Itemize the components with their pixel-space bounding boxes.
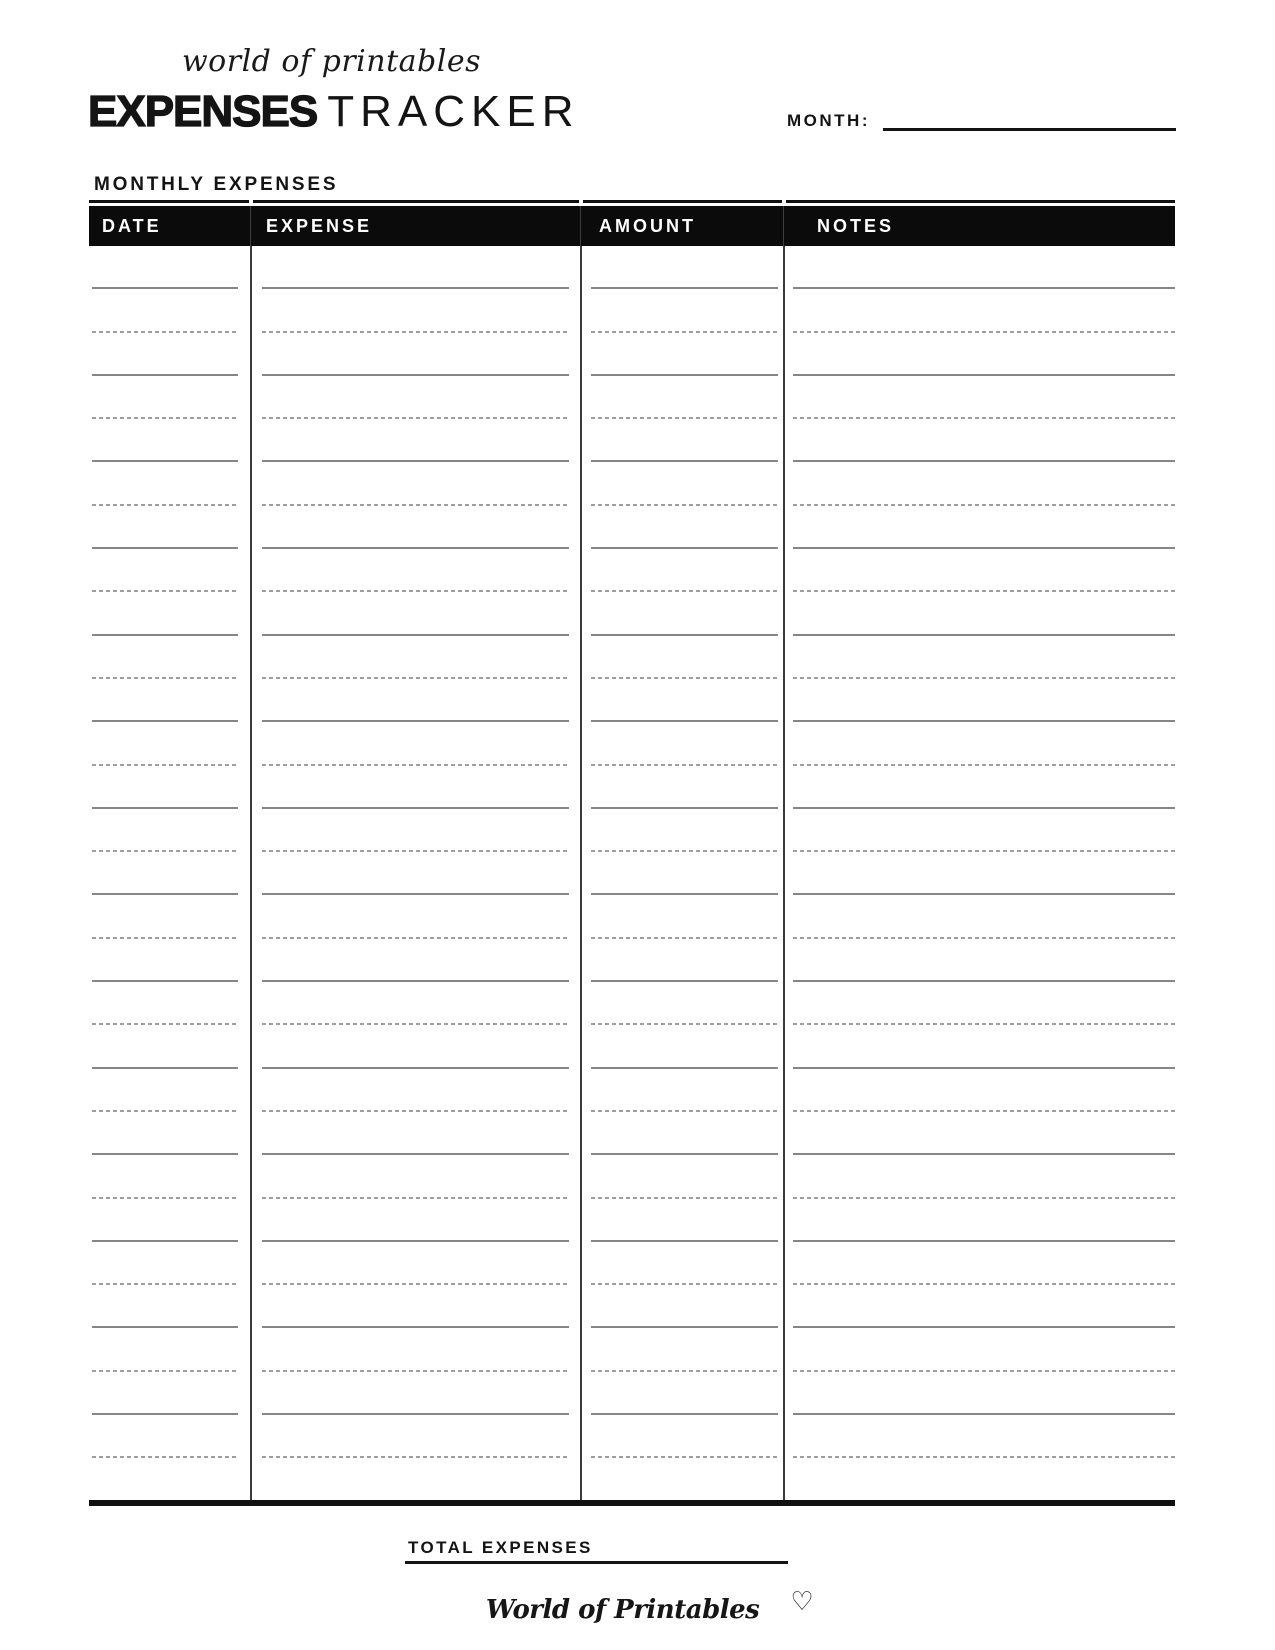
- total-expenses-blank-line: [405, 1561, 788, 1564]
- entry-cell: [89, 1242, 251, 1285]
- page-title: [88, 87, 580, 136]
- entry-line-row: [89, 376, 1175, 419]
- entry-cell: [89, 333, 251, 376]
- entry-line-row: [89, 246, 1175, 289]
- entry-cell: [251, 766, 581, 809]
- entry-line-row: [89, 1199, 1175, 1242]
- entry-cell: [251, 636, 581, 679]
- entry-cell: [251, 333, 581, 376]
- brand-script-text: world of printables: [182, 44, 481, 79]
- entry-cell: [784, 333, 1175, 376]
- entry-cell: [89, 852, 251, 895]
- entry-cell: [89, 982, 251, 1025]
- entry-cell: [784, 1155, 1175, 1198]
- entry-cell: [784, 1025, 1175, 1068]
- entry-cell: [251, 1242, 581, 1285]
- entry-cell: [89, 809, 251, 852]
- entry-line-row: [89, 679, 1175, 722]
- entry-cell: [784, 1415, 1175, 1458]
- entry-cell: [251, 1155, 581, 1198]
- entry-cell: [251, 592, 581, 635]
- top-border-segment: [786, 200, 1175, 203]
- entry-cell: [251, 1199, 581, 1242]
- entry-cell: [581, 1328, 784, 1371]
- entry-cell: [784, 1112, 1175, 1155]
- column-header-expense: EXPENSE: [266, 216, 373, 236]
- total-expenses-label: TOTAL EXPENSES: [408, 1538, 593, 1557]
- entry-cell: [89, 1199, 251, 1242]
- entry-cell: [784, 1285, 1175, 1328]
- entry-cell: [784, 809, 1175, 852]
- entry-cell: [251, 679, 581, 722]
- entry-cell: [581, 895, 784, 938]
- entry-cell: [581, 506, 784, 549]
- entry-cell: [784, 1372, 1175, 1415]
- header-column-separator: [580, 206, 581, 246]
- entry-cell: [784, 506, 1175, 549]
- entry-line-row: [89, 1285, 1175, 1328]
- entry-cell: [251, 982, 581, 1025]
- month-blank-line: [883, 128, 1176, 131]
- table-header-row: [89, 206, 1175, 246]
- entry-cell: [784, 722, 1175, 765]
- entry-cell: [581, 939, 784, 982]
- entry-line-row: [89, 1242, 1175, 1285]
- title-word-tracker: TRACKER: [327, 87, 580, 136]
- entry-cell: [89, 1415, 251, 1458]
- entry-cell: [784, 766, 1175, 809]
- entry-cell: [581, 809, 784, 852]
- entry-cell: [581, 722, 784, 765]
- entry-cell: [784, 636, 1175, 679]
- entry-cell: [89, 1285, 251, 1328]
- entry-cell: [89, 1328, 251, 1371]
- entry-cell: [89, 1112, 251, 1155]
- entry-cell: [581, 462, 784, 505]
- entry-cell: [89, 636, 251, 679]
- entry-cell: [251, 809, 581, 852]
- entry-line-row: [89, 1069, 1175, 1112]
- entry-cell: [581, 1025, 784, 1068]
- top-border-segment: [89, 200, 249, 203]
- entry-line-row: [89, 506, 1175, 549]
- table-bottom-border: [89, 1500, 1175, 1506]
- entry-cell: [784, 1242, 1175, 1285]
- entry-cell: [89, 1025, 251, 1068]
- entry-cell: [251, 1112, 581, 1155]
- entry-cell: [784, 549, 1175, 592]
- dashed-rule-line: [92, 1456, 238, 1458]
- entry-cell: [89, 1155, 251, 1198]
- entry-cell: [251, 549, 581, 592]
- entry-cell: [251, 1415, 581, 1458]
- entry-cell: [581, 1372, 784, 1415]
- entry-cell: [251, 1025, 581, 1068]
- entry-cell: [784, 939, 1175, 982]
- entry-cell: [784, 419, 1175, 462]
- entry-line-row: [89, 1415, 1175, 1458]
- top-border-segment: [583, 200, 782, 203]
- entry-cell: [581, 419, 784, 462]
- entry-line-row: [89, 419, 1175, 462]
- entry-cell: [581, 592, 784, 635]
- header-column-separator: [783, 206, 784, 246]
- entry-cell: [784, 1328, 1175, 1371]
- entry-cell: [89, 766, 251, 809]
- expenses-table: [89, 200, 1175, 1506]
- entry-cell: [251, 376, 581, 419]
- entry-cell: [784, 895, 1175, 938]
- entry-line-row: [89, 636, 1175, 679]
- entry-cell: [581, 376, 784, 419]
- entry-cell: [581, 1199, 784, 1242]
- entry-line-row: [89, 895, 1175, 938]
- entry-line-row: [89, 1155, 1175, 1198]
- entry-line-row: [89, 1025, 1175, 1068]
- entry-cell: [251, 722, 581, 765]
- entry-line-row: [89, 1372, 1175, 1415]
- entry-line-row: [89, 333, 1175, 376]
- entry-cell: [89, 419, 251, 462]
- entry-cell: [581, 636, 784, 679]
- entry-cell: [581, 679, 784, 722]
- entry-cell: [581, 1242, 784, 1285]
- entry-cell: [581, 1415, 784, 1458]
- entry-cell: [89, 679, 251, 722]
- entry-cell: [251, 246, 581, 289]
- entry-cell: [784, 852, 1175, 895]
- entry-cell: [89, 895, 251, 938]
- entry-cell: [89, 939, 251, 982]
- entry-cell: [581, 1069, 784, 1112]
- entry-cell: [89, 246, 251, 289]
- entry-cell: [251, 1328, 581, 1371]
- entry-cell: [251, 852, 581, 895]
- entry-cell: [784, 1199, 1175, 1242]
- entry-cell: [784, 246, 1175, 289]
- entry-cell: [784, 982, 1175, 1025]
- column-header-date: DATE: [102, 216, 162, 236]
- entry-line-row: [89, 549, 1175, 592]
- entry-cell: [581, 766, 784, 809]
- entry-line-row: [89, 1328, 1175, 1371]
- footer-logo: [0, 1587, 1275, 1625]
- title-word-expenses: EXPENSES: [88, 87, 318, 136]
- header-column-separator: [250, 206, 251, 246]
- dashed-rule-line: [591, 1456, 778, 1458]
- heart-icon: ♡: [790, 1587, 814, 1617]
- entry-line-row: [89, 722, 1175, 765]
- entry-line-row: [89, 462, 1175, 505]
- entry-line-row: [89, 592, 1175, 635]
- month-label: MONTH:: [787, 111, 870, 130]
- entry-line-row: [89, 289, 1175, 332]
- entry-cell: [784, 376, 1175, 419]
- entry-line-row: [89, 766, 1175, 809]
- entry-cell: [784, 1069, 1175, 1112]
- entry-cell: [251, 1069, 581, 1112]
- entry-cell: [89, 506, 251, 549]
- entry-cell: [784, 289, 1175, 332]
- entry-cell: [581, 246, 784, 289]
- top-border-segment: [253, 200, 579, 203]
- footer-logo-text: World of Printables: [485, 1595, 760, 1625]
- entry-cell: [784, 679, 1175, 722]
- entry-cell: [581, 1112, 784, 1155]
- entry-line-row: [89, 852, 1175, 895]
- entry-cell: [89, 1069, 251, 1112]
- entry-line-row: [89, 809, 1175, 852]
- entry-cell: [251, 419, 581, 462]
- dashed-rule-line: [793, 1456, 1175, 1458]
- entry-cell: [89, 592, 251, 635]
- entry-cell: [89, 1372, 251, 1415]
- entry-cell: [251, 462, 581, 505]
- table-top-border: [89, 200, 1175, 203]
- entry-cell: [784, 462, 1175, 505]
- entry-cell: [89, 376, 251, 419]
- entry-cell: [581, 1285, 784, 1328]
- entry-cell: [251, 506, 581, 549]
- entry-cell: [251, 1372, 581, 1415]
- entry-cell: [89, 462, 251, 505]
- entry-cell: [251, 895, 581, 938]
- dashed-rule-line: [262, 1456, 569, 1458]
- entry-cell: [581, 852, 784, 895]
- entry-cell: [581, 1155, 784, 1198]
- entry-line-row: [89, 1112, 1175, 1155]
- entry-cell: [581, 549, 784, 592]
- section-title: MONTHLY EXPENSES: [94, 174, 339, 195]
- entry-cell: [581, 333, 784, 376]
- table-body: [89, 246, 1175, 1506]
- entry-cell: [581, 982, 784, 1025]
- entry-line-row: [89, 939, 1175, 982]
- entry-cell: [581, 289, 784, 332]
- entry-cell: [89, 722, 251, 765]
- entry-cell: [251, 1285, 581, 1328]
- column-header-amount: AMOUNT: [599, 216, 696, 236]
- entry-cell: [251, 289, 581, 332]
- entry-cell: [784, 592, 1175, 635]
- entry-cell: [89, 549, 251, 592]
- entry-cell: [89, 289, 251, 332]
- column-header-notes: NOTES: [817, 216, 895, 236]
- entry-line-row: [89, 982, 1175, 1025]
- entry-cell: [251, 939, 581, 982]
